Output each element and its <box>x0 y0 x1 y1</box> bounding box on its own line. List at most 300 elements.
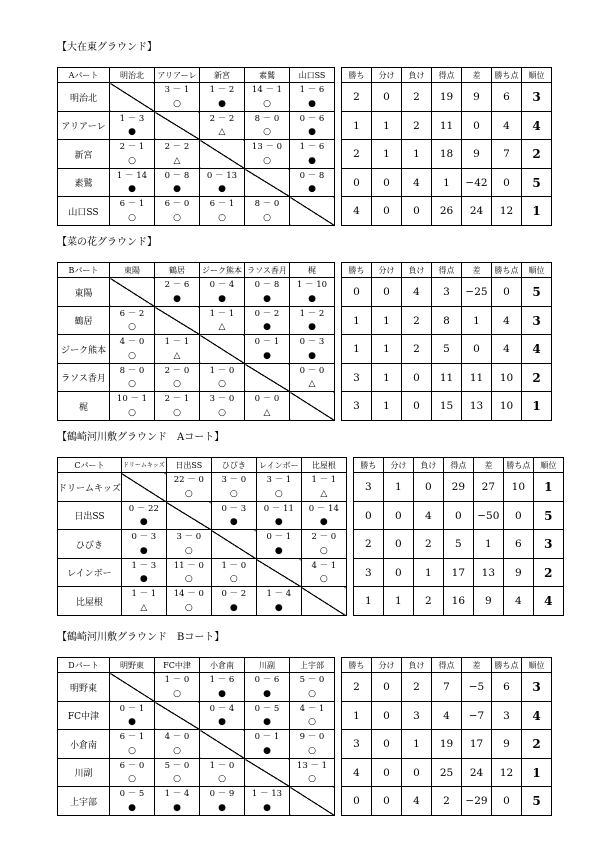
result-mark-icon: ● <box>218 99 226 109</box>
match-score: 1 － 6 <box>299 85 325 95</box>
match-result-cell <box>245 730 290 759</box>
table-row <box>58 392 552 421</box>
match-result-cell <box>200 364 245 392</box>
rank-value: 2 <box>522 730 552 759</box>
stat-value: 0 <box>383 559 413 587</box>
match-score: 2 － 2 <box>209 114 235 124</box>
team-column-header: 日出SS <box>166 458 211 473</box>
stat-value: 9 <box>462 83 492 112</box>
stat-value: 0 <box>372 83 402 112</box>
match-result-cell <box>155 364 200 392</box>
stat-column-header: 勝ち点 <box>492 658 522 673</box>
stat-value: 4 <box>492 307 522 335</box>
result-mark-icon: ○ <box>308 746 316 756</box>
match-score: 5 － 0 <box>164 761 190 771</box>
match-score: 1 － 13 <box>251 789 283 799</box>
result-mark-icon: ● <box>263 803 271 813</box>
stat-value: 7 <box>432 673 462 702</box>
standings-section <box>57 630 582 813</box>
team-column-header: ジーク熊本 <box>200 263 245 278</box>
stat-value: 1 <box>342 702 372 730</box>
stat-column-header: 勝ち点 <box>503 458 533 473</box>
self-match-diagonal <box>110 278 155 307</box>
column-gap <box>335 263 342 278</box>
match-result-cell <box>200 278 245 307</box>
match-score: 9 － 0 <box>299 732 325 742</box>
match-result-cell <box>121 587 166 616</box>
stat-value: 1 <box>372 392 402 421</box>
team-column-header: 東陽 <box>110 263 155 278</box>
team-row-name: ラソス香月 <box>58 364 110 392</box>
match-result-cell <box>290 673 335 702</box>
match-score: 8 － 0 <box>254 199 280 209</box>
match-result-cell <box>155 197 200 226</box>
match-score: 2 － 1 <box>164 394 190 404</box>
match-result-cell <box>301 502 346 530</box>
standings-table <box>57 262 552 421</box>
match-result-cell <box>110 759 155 787</box>
stat-value: 1 <box>413 559 443 587</box>
match-score: 0 － 4 <box>209 280 235 290</box>
stat-value: 3 <box>342 730 372 759</box>
stat-column-header: 差 <box>462 263 492 278</box>
match-result-cell <box>110 307 155 335</box>
match-score: 2 － 0 <box>164 366 190 376</box>
standings-section <box>57 430 582 613</box>
column-gap <box>335 68 342 83</box>
match-result-cell <box>290 140 335 169</box>
match-result-cell <box>110 787 155 816</box>
column-gap <box>335 759 342 787</box>
part-label: Dパート <box>58 658 110 673</box>
result-mark-icon: ● <box>218 184 226 194</box>
match-score: 0 － 3 <box>221 504 247 514</box>
rank-value: 2 <box>533 559 563 587</box>
match-score: 1 － 1 <box>131 589 157 599</box>
stat-value: 12 <box>492 759 522 787</box>
result-mark-icon: ○ <box>128 213 136 223</box>
rank-value: 5 <box>522 787 552 816</box>
result-mark-icon: △ <box>218 127 226 137</box>
stat-value: 2 <box>353 530 383 559</box>
match-score: 6 － 1 <box>209 199 235 209</box>
column-gap <box>335 140 342 169</box>
match-result-cell <box>110 140 155 169</box>
stat-value: −50 <box>473 502 503 530</box>
match-result-cell <box>200 392 245 421</box>
table-row <box>58 559 564 587</box>
match-score: 8 － 0 <box>254 114 280 124</box>
result-mark-icon: ○ <box>218 379 226 389</box>
stat-column-header: 勝ち <box>342 263 372 278</box>
stat-value: 2 <box>402 112 432 140</box>
match-score: 3 － 0 <box>209 394 235 404</box>
stat-value: 0 <box>492 787 522 816</box>
result-mark-icon: ○ <box>128 351 136 361</box>
stat-column-header: 得点 <box>432 263 462 278</box>
stat-value: 1 <box>462 307 492 335</box>
match-score: 4 － 0 <box>164 732 190 742</box>
match-result-cell <box>211 587 256 616</box>
stat-value: 25 <box>432 759 462 787</box>
rank-value: 4 <box>533 587 563 616</box>
stat-value: 1 <box>383 587 413 616</box>
stat-value: 11 <box>462 364 492 392</box>
result-mark-icon: ● <box>308 322 316 332</box>
match-result-cell <box>245 278 290 307</box>
team-column-header: ドリームキッズ <box>121 458 166 473</box>
result-mark-icon: △ <box>263 408 271 418</box>
stat-column-header: 差 <box>462 68 492 83</box>
match-score: 5 － 0 <box>299 675 325 685</box>
match-result-cell <box>245 702 290 730</box>
stat-value: 1 <box>372 364 402 392</box>
column-gap <box>346 559 353 587</box>
team-row-name: 鶴居 <box>58 307 110 335</box>
result-mark-icon: ○ <box>128 156 136 166</box>
stat-column-header: 勝ち点 <box>492 68 522 83</box>
stat-column-header: 順位 <box>522 263 552 278</box>
result-mark-icon: ○ <box>184 603 193 613</box>
stat-value: 3 <box>402 702 432 730</box>
result-mark-icon: ● <box>173 184 181 194</box>
section-title: 【菜の花グラウンド】 <box>57 237 157 248</box>
result-mark-icon: ○ <box>218 774 226 784</box>
match-score: 1 － 6 <box>299 142 325 152</box>
stat-value: 10 <box>503 473 533 502</box>
result-mark-icon: ○ <box>128 322 136 332</box>
stat-column-header: 勝ち <box>342 68 372 83</box>
team-column-header: 川副 <box>245 658 290 673</box>
stat-column-header: 得点 <box>432 68 462 83</box>
match-result-cell <box>155 787 200 816</box>
result-mark-icon: ● <box>308 99 316 109</box>
stat-value: 3 <box>492 702 522 730</box>
result-mark-icon: ● <box>229 603 238 613</box>
stat-value: 4 <box>402 787 432 816</box>
stat-column-header: 負け <box>402 658 432 673</box>
self-match-diagonal <box>290 197 335 226</box>
result-mark-icon: ● <box>218 689 226 699</box>
match-score: 0 － 5 <box>119 789 145 799</box>
stat-value: 0 <box>462 112 492 140</box>
match-result-cell <box>290 307 335 335</box>
stat-value: 2 <box>402 83 432 112</box>
stat-value: 0 <box>492 169 522 197</box>
match-result-cell <box>110 392 155 421</box>
match-score: 0 － 11 <box>263 504 294 514</box>
stat-value: 26 <box>432 197 462 226</box>
table-row <box>58 587 564 616</box>
table-row <box>58 112 552 140</box>
team-row-name: ジーク熊本 <box>58 335 110 364</box>
result-mark-icon: ● <box>173 803 181 813</box>
stat-value: 4 <box>492 112 522 140</box>
stat-value: −25 <box>462 278 492 307</box>
self-match-diagonal <box>200 730 245 759</box>
stat-value: 3 <box>342 364 372 392</box>
stat-value: 1 <box>383 473 413 502</box>
stat-value: 5 <box>443 530 473 559</box>
team-column-header: アリアーレ <box>155 68 200 83</box>
match-score: 8 － 0 <box>119 366 145 376</box>
match-score: 0 － 1 <box>266 532 292 542</box>
stat-value: 10 <box>492 392 522 421</box>
team-row-name: 東陽 <box>58 278 110 307</box>
table-row <box>58 169 552 197</box>
match-result-cell <box>290 759 335 787</box>
stat-value: 17 <box>443 559 473 587</box>
result-mark-icon: ○ <box>173 408 181 418</box>
column-gap <box>335 787 342 816</box>
result-mark-icon: ● <box>308 184 316 194</box>
stat-value: 4 <box>432 702 462 730</box>
match-score: 3 － 1 <box>266 475 292 485</box>
result-mark-icon: ○ <box>173 379 181 389</box>
stat-value: 0 <box>492 278 522 307</box>
match-result-cell <box>256 502 301 530</box>
match-score: 1 － 10 <box>296 280 328 290</box>
self-match-diagonal <box>166 502 211 530</box>
match-score: 4 － 1 <box>299 704 325 714</box>
match-score: 10 － 1 <box>116 394 148 404</box>
stat-column-header: 得点 <box>432 658 462 673</box>
match-score: 0 － 1 <box>119 704 145 714</box>
result-mark-icon: ● <box>308 156 316 166</box>
match-result-cell <box>155 278 200 307</box>
table-row <box>58 502 564 530</box>
match-result-cell <box>110 702 155 730</box>
match-result-cell <box>245 197 290 226</box>
match-result-cell <box>301 530 346 559</box>
match-score: 3 － 0 <box>176 532 202 542</box>
standings-section <box>57 40 582 223</box>
self-match-diagonal <box>290 392 335 421</box>
match-score: 2 － 2 <box>164 142 190 152</box>
team-row-name: 山口SS <box>58 197 110 226</box>
team-row-name: ドリームキッズ <box>58 473 122 502</box>
stat-value: 0 <box>372 730 402 759</box>
team-row-name: 梶 <box>58 392 110 421</box>
part-label: Bパート <box>58 263 110 278</box>
stat-value: 0 <box>372 702 402 730</box>
stat-column-header: 順位 <box>522 68 552 83</box>
stat-column-header: 差 <box>473 458 503 473</box>
stat-value: 13 <box>462 392 492 421</box>
stat-value: 1 <box>372 307 402 335</box>
stat-column-header: 勝ち <box>342 658 372 673</box>
column-gap <box>346 587 353 616</box>
match-score: 0 － 3 <box>131 532 157 542</box>
standings-table <box>57 457 564 616</box>
match-result-cell <box>200 197 245 226</box>
stat-value: 0 <box>372 169 402 197</box>
table-row <box>58 83 552 112</box>
match-result-cell <box>290 112 335 140</box>
stat-value: 0 <box>372 787 402 816</box>
result-mark-icon: ○ <box>218 213 226 223</box>
result-mark-icon: ● <box>274 603 283 613</box>
match-score: 11 － 0 <box>173 561 204 571</box>
result-mark-icon: ● <box>229 517 238 527</box>
match-result-cell <box>121 502 166 530</box>
stat-value: 0 <box>353 502 383 530</box>
team-column-header: 山口SS <box>290 68 335 83</box>
stat-value: 0 <box>402 759 432 787</box>
match-score: 3 － 1 <box>164 85 190 95</box>
stat-value: 24 <box>462 759 492 787</box>
match-score: 0 － 14 <box>308 504 339 514</box>
match-score: 6 － 0 <box>164 199 190 209</box>
team-column-header: 明野東 <box>110 658 155 673</box>
result-mark-icon: ○ <box>173 774 181 784</box>
match-result-cell <box>155 169 200 197</box>
stat-value: 7 <box>492 140 522 169</box>
column-gap <box>335 307 342 335</box>
result-mark-icon: ● <box>319 517 328 527</box>
stat-column-header: 分け <box>372 263 402 278</box>
team-column-header: FC中津 <box>155 658 200 673</box>
result-mark-icon: ○ <box>184 489 193 499</box>
stat-value: 1 <box>432 169 462 197</box>
match-score: 1 － 1 <box>164 337 190 347</box>
result-mark-icon: ● <box>128 717 136 727</box>
rank-value: 4 <box>522 702 552 730</box>
stat-value: 13 <box>473 559 503 587</box>
match-result-cell <box>290 278 335 307</box>
stat-value: −42 <box>462 169 492 197</box>
match-result-cell <box>110 364 155 392</box>
match-score: 0 － 1 <box>254 732 280 742</box>
stat-value: 2 <box>413 530 443 559</box>
match-result-cell <box>155 673 200 702</box>
match-result-cell <box>245 392 290 421</box>
match-score: 1 － 4 <box>266 589 292 599</box>
result-mark-icon: ● <box>218 294 226 304</box>
stat-value: 17 <box>462 730 492 759</box>
stat-value: 2 <box>342 83 372 112</box>
stat-value: 10 <box>492 364 522 392</box>
result-mark-icon: ● <box>308 351 316 361</box>
rank-value: 1 <box>522 759 552 787</box>
team-row-name: ひびき <box>58 530 122 559</box>
stat-value: 29 <box>443 473 473 502</box>
stat-value: 1 <box>342 112 372 140</box>
result-mark-icon: ○ <box>184 546 193 556</box>
rank-value: 4 <box>522 335 552 364</box>
standings-table <box>57 657 552 816</box>
column-gap <box>335 673 342 702</box>
self-match-diagonal <box>110 83 155 112</box>
stat-column-header: 順位 <box>533 458 563 473</box>
match-result-cell <box>245 112 290 140</box>
stat-value: 0 <box>443 502 473 530</box>
stat-column-header: 得点 <box>443 458 473 473</box>
table-row <box>58 473 564 502</box>
column-gap <box>335 730 342 759</box>
self-match-diagonal <box>301 587 346 616</box>
team-column-header: 鶴居 <box>155 263 200 278</box>
match-score: 0 － 3 <box>299 337 325 347</box>
rank-value: 5 <box>522 169 552 197</box>
match-score: 1 － 4 <box>164 789 190 799</box>
stat-value: 4 <box>402 169 432 197</box>
match-result-cell <box>290 169 335 197</box>
result-mark-icon: ○ <box>128 379 136 389</box>
table-row <box>58 787 552 816</box>
match-result-cell <box>200 83 245 112</box>
result-mark-icon: ○ <box>128 746 136 756</box>
result-mark-icon: ● <box>128 803 136 813</box>
match-score: 2 － 6 <box>164 280 190 290</box>
rank-value: 5 <box>522 278 552 307</box>
stat-value: 0 <box>372 759 402 787</box>
result-mark-icon: ● <box>128 127 136 137</box>
match-result-cell <box>200 673 245 702</box>
result-mark-icon: △ <box>173 156 181 166</box>
result-mark-icon: ○ <box>263 213 271 223</box>
stat-value: 3 <box>353 559 383 587</box>
team-column-header: 素鷲 <box>245 68 290 83</box>
result-mark-icon: ● <box>128 184 136 194</box>
stat-value: 1 <box>372 335 402 364</box>
stat-value: 18 <box>432 140 462 169</box>
match-score: 0 － 0 <box>254 394 280 404</box>
rank-value: 3 <box>522 673 552 702</box>
stat-value: 1 <box>473 530 503 559</box>
match-result-cell <box>245 673 290 702</box>
team-row-name: 明治北 <box>58 83 110 112</box>
stat-value: 2 <box>402 335 432 364</box>
result-mark-icon: ○ <box>184 574 193 584</box>
team-column-header: ラソス香月 <box>245 263 290 278</box>
stat-value: 9 <box>462 140 492 169</box>
self-match-diagonal <box>256 559 301 587</box>
stat-value: 4 <box>503 587 533 616</box>
team-row-name: 素鷲 <box>58 169 110 197</box>
stat-value: 19 <box>432 730 462 759</box>
self-match-diagonal <box>245 759 290 787</box>
stat-value: 4 <box>413 502 443 530</box>
self-match-diagonal <box>155 307 200 335</box>
match-result-cell <box>301 473 346 502</box>
stat-value: 9 <box>473 587 503 616</box>
match-result-cell <box>256 587 301 616</box>
match-score: 0 － 22 <box>128 504 159 514</box>
match-score: 13 － 0 <box>251 142 283 152</box>
match-score: 1 － 1 <box>209 309 235 319</box>
team-column-header: 新宮 <box>200 68 245 83</box>
stat-value: 2 <box>402 673 432 702</box>
match-score: 1 － 3 <box>119 114 145 124</box>
stat-column-header: 順位 <box>522 658 552 673</box>
stat-column-header: 負け <box>413 458 443 473</box>
result-mark-icon: ● <box>263 689 271 699</box>
stat-value: 1 <box>402 730 432 759</box>
match-result-cell <box>301 559 346 587</box>
stat-value: 0 <box>402 392 432 421</box>
stat-value: 6 <box>503 530 533 559</box>
match-result-cell <box>155 335 200 364</box>
match-result-cell <box>256 530 301 559</box>
section-title: 【鶴崎河川敷グラウンド Bコート】 <box>57 632 225 643</box>
match-result-cell <box>256 473 301 502</box>
match-result-cell <box>200 169 245 197</box>
rank-value: 2 <box>522 364 552 392</box>
result-mark-icon: ● <box>274 517 283 527</box>
stat-value: 8 <box>432 307 462 335</box>
result-mark-icon: ○ <box>229 489 238 499</box>
